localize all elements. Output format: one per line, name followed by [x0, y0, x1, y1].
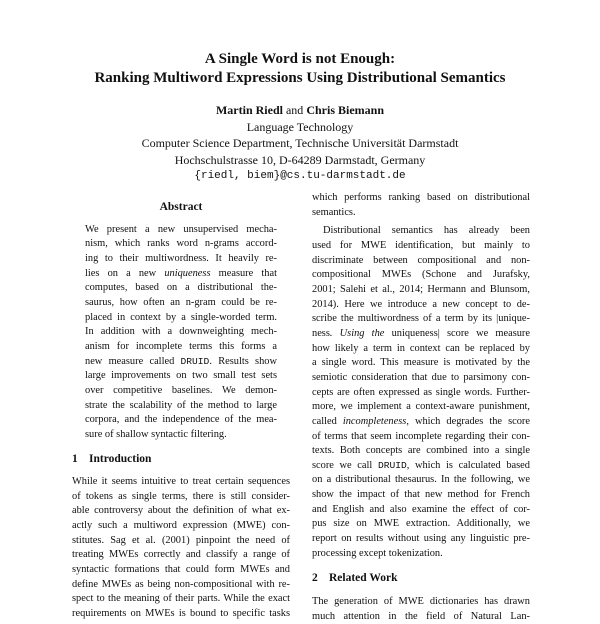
- text-line: more, we implement a context-aware punishment,: [312, 401, 530, 413]
- text-line: strate the scalability of the method to large: [85, 399, 277, 411]
- text-line: We present a new unsupervised mecha-: [85, 223, 277, 235]
- text-line: saurus, how often an n-gram could be re-: [85, 296, 277, 308]
- text-line: large improvements on two small test sets: [85, 370, 277, 382]
- text-line: able controversy about the definition of what ex-: [72, 505, 290, 517]
- text-line: report on results without using any linguistic pre-: [312, 533, 530, 545]
- text-line: used for MWE identification, but mainly to: [312, 239, 530, 251]
- related-work-number: 2: [312, 572, 318, 585]
- text-line: score we call DRUID, which is calculated based: [312, 459, 530, 471]
- text-line: 2001; Salehi et al., 2014; Hermann and Blunsom,: [312, 283, 530, 295]
- author-conjunction: and: [285, 103, 304, 117]
- text-line: 2014). Here we introduce a new concept to de-: [312, 298, 530, 310]
- text-line: corpora, and the independence of the mea-: [85, 414, 277, 426]
- intro-number: 1: [72, 452, 78, 465]
- abstract-heading: Abstract: [159, 201, 203, 213]
- paper-title: [0, 50, 600, 88]
- text-line: on a distributional thesaurus. In the following, we: [312, 474, 530, 486]
- author-names: [0, 102, 600, 119]
- text-line: and English and also examine the effect of cor-: [312, 503, 530, 515]
- related-work-title: Related Work: [329, 572, 398, 585]
- text-line: define MWEs as being non-compositional with re-: [72, 578, 290, 590]
- text-line: computes, based on a distributional the-: [85, 282, 277, 294]
- intro-title: Introduction: [89, 452, 152, 465]
- left-column: [72, 200, 290, 622]
- author-email: {riedl, biem}@cs.tu-darmstadt.de: [194, 170, 406, 182]
- intro-continuation: [312, 191, 530, 220]
- title-line-2: Ranking Multiword Expressions Using Distributional Semantics: [94, 70, 506, 86]
- text-line: scribe the multiwordness of a term by its |unique-: [312, 313, 530, 325]
- text-line: of tokens as single terms, there is still consider-: [72, 490, 290, 502]
- text-line: texts. Both concepts are combined into a single: [312, 445, 530, 457]
- text-line: In addition with a downweighting mech-: [85, 326, 277, 338]
- author-block: [0, 102, 600, 185]
- text-line: Distributional semantics has already been: [323, 225, 530, 237]
- text-line: much attention in the field of Natural Lan-: [312, 610, 530, 622]
- author-1: Martin Riedl: [215, 103, 283, 117]
- text-line: treating MWEs correctly and classify a range of: [72, 549, 290, 561]
- related-work-body: [312, 595, 530, 624]
- text-line: placed in context by a single-worded term.: [85, 311, 277, 323]
- text-line: which performs ranking based on distributional: [312, 192, 530, 203]
- text-line: anism for incomplete terms this forms a: [85, 340, 277, 352]
- right-column: [312, 191, 530, 624]
- text-line: a single word. This measure is motivated by the: [312, 357, 530, 369]
- text-line: of terms that seem incomplete regarding their con-: [312, 430, 530, 442]
- text-line: processing except tokenization.: [312, 547, 443, 559]
- text-line: requirements on MWEs is bound to specific tasks: [72, 608, 290, 620]
- text-line: spect to the meaning of their parts. While the exact: [72, 593, 290, 605]
- text-line: compositional MWEs (Schone and Jurafsky,: [312, 269, 530, 281]
- text-line: sure of shallow syntactic filtering.: [85, 428, 227, 440]
- text-line: lies on a new uniqueness measure that: [85, 267, 277, 279]
- author-department: Language Technology: [246, 119, 354, 134]
- text-line: The generation of MWE dictionaries has drawn: [312, 596, 530, 608]
- text-line: semantics.: [312, 206, 356, 218]
- text-line: discriminate between compositional and non-: [312, 254, 530, 266]
- text-line: stitutes. Sag et al. (2001) pinpoint the need of: [72, 534, 290, 546]
- author-affiliation: Computer Science Department, Technische Universität Darmstadt: [141, 136, 459, 150]
- abstract-body: [72, 223, 290, 443]
- text-line: nism, which ranks word n-grams accord-: [85, 238, 277, 250]
- intro-heading: [72, 452, 290, 467]
- title-line-1: A Single Word is not Enough:: [204, 51, 396, 67]
- text-line: ing to their multiwordness. It heavily re-: [85, 252, 277, 264]
- text-line: called incompleteness, which degrades the score: [312, 415, 530, 427]
- text-line: show the impact of that new method for French: [312, 489, 530, 501]
- related-work-heading: [312, 571, 530, 586]
- text-line: how likely a term in context can be replaced by: [312, 342, 530, 354]
- text-line: over competitive baselines. We demon-: [85, 384, 277, 396]
- text-line: While it seems intuitive to treat certain sequences: [72, 476, 290, 488]
- text-line: semiotic consideration that due to parsimony con-: [312, 371, 530, 383]
- text-line: pus size on MWE extraction. Additionally, we: [312, 518, 530, 530]
- author-address: Hochschulstrasse 10, D-64289 Darmstadt, Germany: [174, 152, 426, 167]
- text-line: syntactic formations that could form MWEs and: [72, 564, 290, 576]
- text-line: new measure called DRUID. Results show: [85, 355, 277, 367]
- text-line: ness. Using the uniqueness| score we measure: [312, 327, 530, 339]
- intro-paragraph-2: [312, 224, 530, 561]
- text-line: actly such a multiword expression (MWE) con-: [72, 520, 290, 532]
- text-line: cepts are often expressed as single words. Further-: [312, 386, 530, 398]
- author-2: Chris Biemann: [306, 103, 384, 117]
